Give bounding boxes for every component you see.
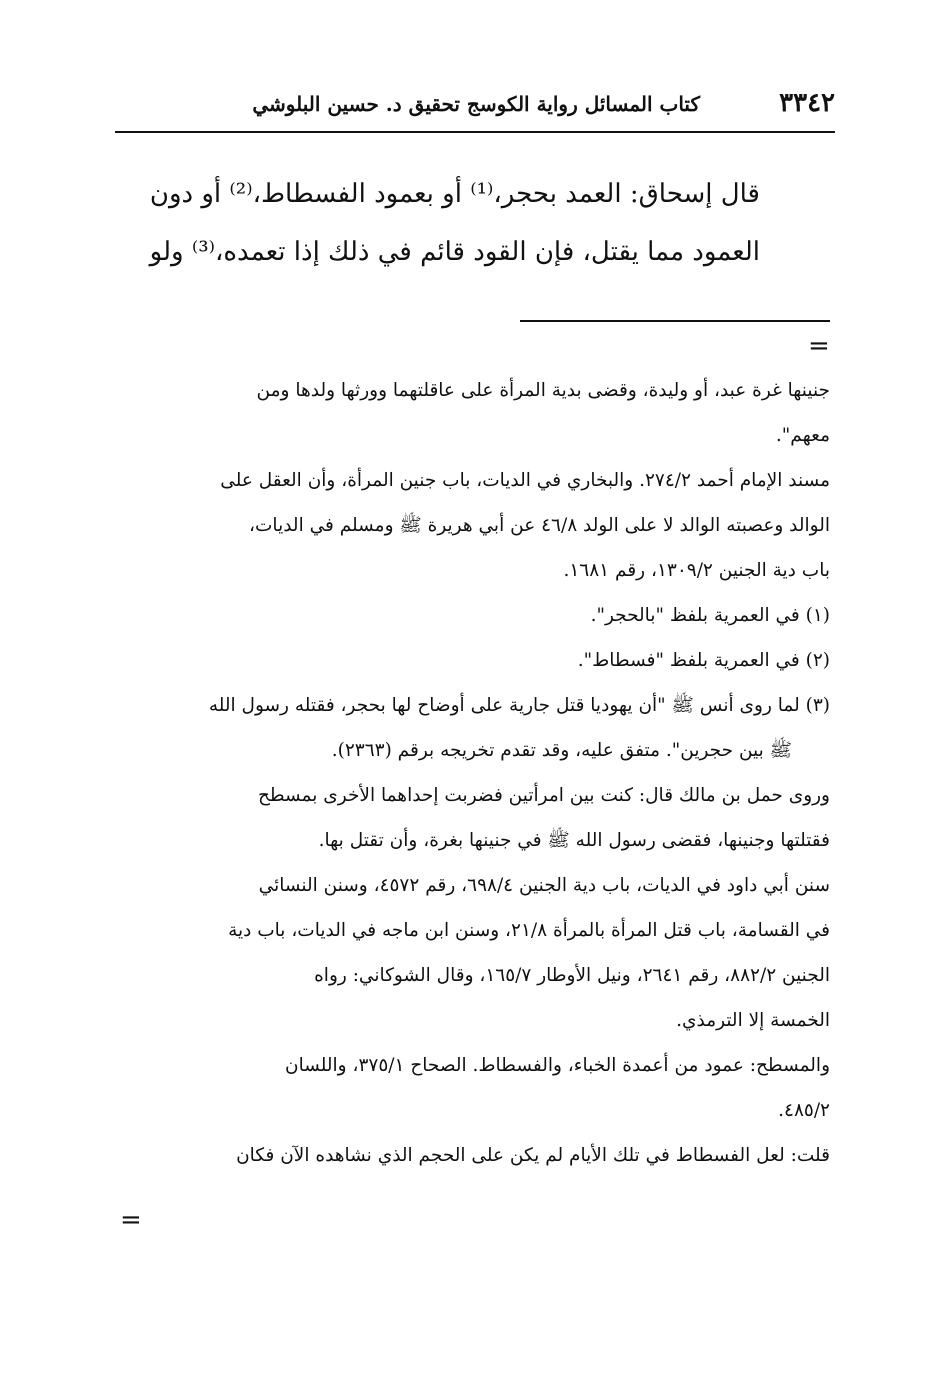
footnote-1: (١) في العمرية بلفظ "بالحجر".	[590, 605, 830, 626]
main-text-line: قال إسحاق: العمد بحجر،⁽¹⁾ أو بعمود الفسطاط،⁽²⁾ أو دون	[149, 179, 760, 209]
footnote-line: الجنين ٨٨٢/٢، رقم ٢٦٤١، ونيل الأوطار ١٦٥/٧، وقال الشوكاني: رواه	[314, 965, 830, 986]
footnote-2: (٢) في العمرية بلفظ "فسطاط".	[577, 650, 830, 671]
footnote-line: معهم".	[775, 425, 830, 446]
footnote-line: جنينها غرة عبد، أو وليدة، وقضى بدية المرأة على عاقلتهما وورثها ولدها ومن	[256, 380, 830, 401]
footnote-line: فقتلتها وجنينها، فقضى رسول الله ﷺ في جنينها بغرة، وأن تقتل بها.	[318, 830, 830, 851]
main-text-line: العمود مما يقتل، فإن القود قائم في ذلك إذا تعمده،⁽³⁾ ولو	[149, 237, 760, 267]
footnote-line: باب دية الجنين ١٣٠٩/٢، رقم ١٦٨١.	[563, 560, 830, 581]
running-header	[115, 88, 835, 128]
footnote-line: مسند الإمام أحمد ٢٧٤/٢. والبخاري في الديات، باب جنين المرأة، وأن العقل على	[220, 470, 830, 491]
footnote-line: والمسطح: عمود من أعمدة الخباء، والفسطاط. الصحاح ٣٧٥/١، واللسان	[285, 1055, 830, 1076]
footnote-line: الوالد وعصبته الوالد لا على الولد ٤٦/٨ عن أبي هريرة ﷺ ومسلم في الديات،	[249, 515, 830, 536]
header-rule	[115, 131, 835, 133]
continuation-mark: =	[808, 331, 830, 361]
footnote-line: ٤٨٥/٢.	[778, 1100, 830, 1121]
page-number: ٣٣٤٢	[779, 88, 835, 118]
footnote-line: في القسامة، باب قتل المرأة بالمرأة ٢١/٨، وسنن ابن ماجه في الديات، باب دية	[228, 920, 830, 941]
footnote-3: (٣) لما روى أنس ﷺ "أن يهوديا قتل جارية على أوضاح لها بحجر، فقتله رسول الله	[208, 695, 830, 716]
footnote-line: قلت: لعل الفسطاط في تلك الأيام لم يكن على الحجم الذي نشاهده الآن فكان	[236, 1145, 830, 1166]
end-mark: =	[120, 1205, 142, 1235]
running-title: كتاب المسائل رواية الكوسج تحقيق د. حسين البلوشي	[252, 92, 700, 116]
main-text	[115, 165, 760, 281]
footnotes	[115, 368, 830, 1178]
footnote-line: الخمسة إلا الترمذي.	[676, 1010, 830, 1031]
footnote-line: ﷺ بين حجرين". متفق عليه، وقد تقدم تخريجه برقم (٢٣٦٣).	[331, 740, 792, 761]
footnote-separator	[520, 320, 830, 322]
footnote-line: وروى حمل بن مالك قال: كنت بين امرأتين فضربت إحداهما الأخرى بمسطح	[257, 785, 830, 806]
footnote-line: سنن أبي داود في الديات، باب دية الجنين ٦٩٨/٤، رقم ٤٥٧٢، وسنن النسائي	[258, 875, 830, 896]
